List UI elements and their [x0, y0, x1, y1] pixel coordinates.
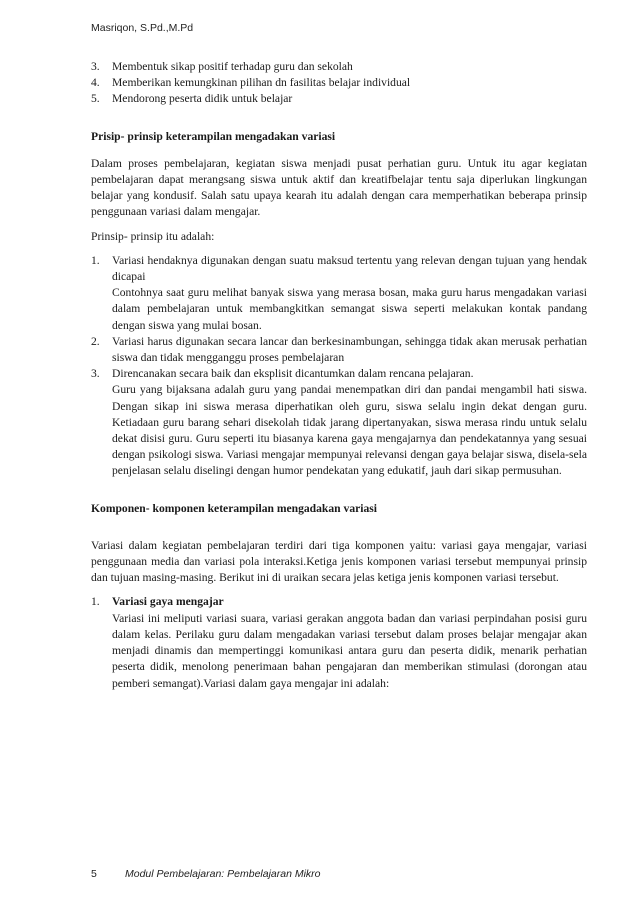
list-item-title: Variasi gaya mengajar [112, 595, 224, 609]
list-item: 3. Membentuk sikap positif terhadap guru dan sekolah [91, 60, 353, 73]
list-item: 1. Variasi hendaknya digunakan dengan suatu maksud tertentu yang relevan dengan tujuan yang hendak dicapai Contohnya saat guru melihat banyak siswa yang merasa bosan, maka guru harus mengadakan variasi dalam pembelajaran untuk membangkitkan semangat siswa seperti melakukan kontak pandang dengan siswa yang mulai bosan. [91, 253, 587, 332]
components-list [91, 594, 587, 691]
list-item: 5. Mendorong peserta didik untuk belajar [91, 92, 293, 106]
top-list [91, 59, 587, 108]
page-content [91, 59, 587, 692]
page-number: 5 [91, 868, 97, 880]
list-item: 3. Direncanakan secara baik dan eksplisit dicantumkan dalam rencana pelajaran. Guru yang bijaksana adalah guru yang pandai menempatkan diri dan pandai mengambil hati siswa. Dengan sikap ini siswa merasa diperhatikan oleh guru, siswa selalu ingin dekat dengan guru. Ketiadaan guru barang sehari disekolah tidak jarang dipertanyakan, siswa merasa rindu untuk selalu dekat disisi guru. Guru seperti itu biasanya karena gaya mengajarnya dan pendekatannya yang sesuai dengan psikologi siswa. Variasi mengajar mempunyai relevansi dengan gaya belajar siswa, disela-sela penjelasan selalu diselingi dengan humor pendekatan yang edukatif, jauh dari sikap permusuhan. [91, 367, 587, 478]
list-item: 2. Variasi harus digunakan secara lancar dan berkesinambungan, sehingga tidak akan merusak perhatian siswa dan tidak mengganggu proses pembelajaran [91, 334, 587, 365]
page-footer [91, 868, 321, 880]
page-header-author: Masriqon, S.Pd.,M.Pd [91, 22, 194, 34]
section-heading-principles: Prisip- prinsip keterampilan mengadakan variasi [91, 129, 336, 143]
paragraph: Variasi dalam kegiatan pembelajaran terdiri dari tiga komponen yaitu: variasi gaya mengajar, variasi penggunaan media dan variasi pola interaksi.Ketiga jenis komponen variasi tersebut mempunyai prinsip dan tujuan masing-masing. Berikut ini di uraikan secara jelas ketiga jenis komponen variasi tersebut. [91, 538, 587, 585]
paragraph: Prinsip- prinsip itu adalah: [91, 229, 215, 243]
principles-list [91, 253, 587, 480]
footer-title: Modul Pembelajaran: Pembelajaran Mikro [125, 868, 321, 880]
list-item: 1. Variasi gaya mengajar Variasi ini meliputi variasi suara, variasi gerakan anggota badan dan variasi perpindahan posisi guru dalam kelas. Perilaku guru dalam mengadakan variasi tersebut dalam proses belajar mengajar akan menjadi dinamis dan mempertinggi komunikasi antara guru dan peserta didik, menarik perhatian peserta didik, menolong penerimaan bahan pengajaran dan memberikan stimulasi (dorongan atau pemberi semangat).Variasi dalam gaya mengajar ini adalah: [91, 595, 587, 690]
paragraph: Dalam proses pembelajaran, kegiatan siswa menjadi pusat perhatian guru. Untuk itu agar kegiatan pembelajaran dapat merangsang siswa untuk aktif dan kreatifbelajar tentu saja diperlukan lingkungan belajar yang kondusif. Salah satu upaya kearah itu adalah dengan cara memperhatikan beberapa prinsip penggunaan variasi dalam mengajar. [91, 156, 587, 219]
list-item: 4. Memberikan kemungkinan pilihan dn fasilitas belajar individual [91, 76, 411, 90]
section-heading-components: Komponen- komponen keterampilan mengadakan variasi [91, 501, 378, 515]
